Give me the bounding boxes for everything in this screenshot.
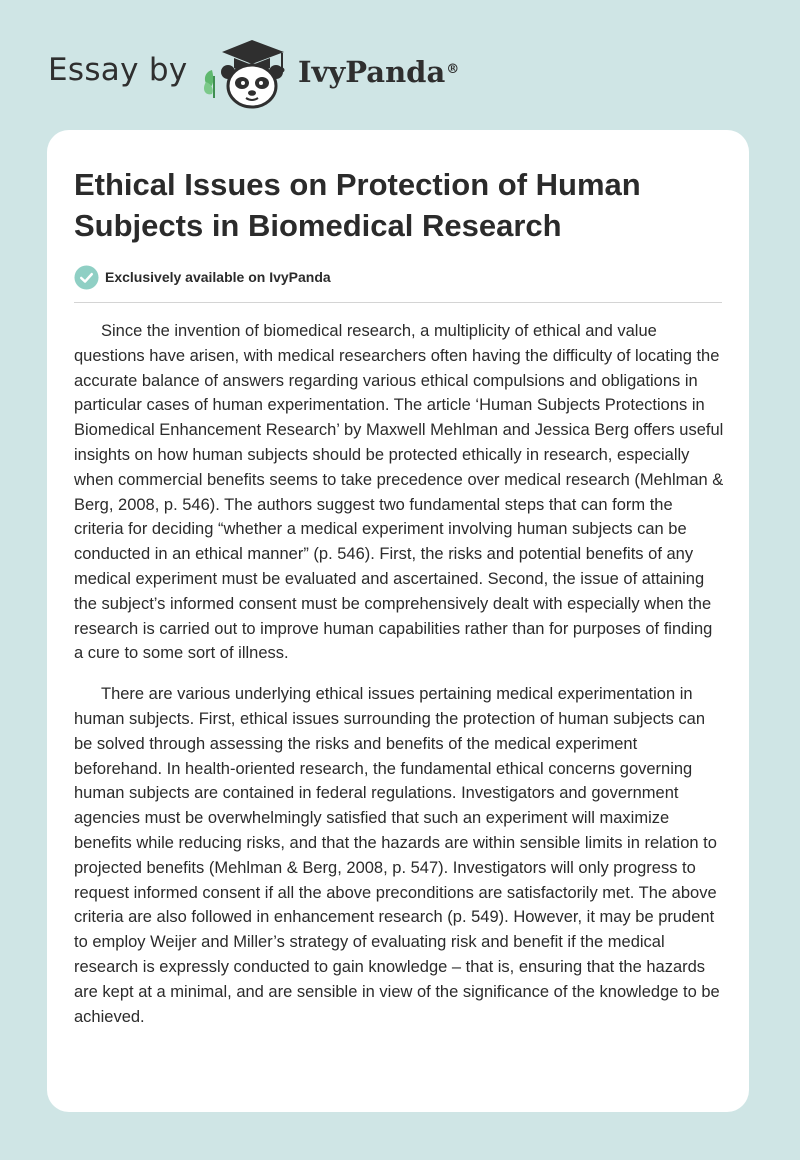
registered-mark: ® [446, 62, 460, 77]
leaf-icon [204, 70, 214, 98]
brand-text: IvyPanda [298, 55, 446, 89]
essay-card [47, 130, 749, 1112]
panda-graduation-cap-icon[interactable] [200, 36, 296, 112]
essay-by-label: Essay by [48, 52, 188, 88]
site-header [0, 0, 800, 120]
check-circle-icon [74, 265, 99, 290]
exclusive-label: Exclusively available on IvyPanda [105, 269, 331, 285]
essay-title: Ethical Issues on Protection of Human Subjects in Biomedical Research [74, 167, 641, 243]
exclusive-badge [74, 264, 331, 290]
divider [74, 302, 722, 303]
paragraph: There are various underlying ethical issues pertaining medical experimentation in human subjects. First, ethical issues surrounding the protection of human subjects can be solved through assessing the risks and benefits of the medical experiment beforehand. In health-oriented research, the fundamental ethical concerns governing human subjects are contained in federal regulations. Investigators and government agencies must be overwhelmingly satisfied that such an experiment will maximize benefits while reducing risks, and that the hazards are within sensible limits in relation to projected benefits (Mehlman & Berg, 2008, p. 547). Investigators will only progress to request informed consent if all the above preconditions are satisfactorily met. The above criteria are also followed in enhancement research (p. 549). However, it may be prudent to employ Weijer and Miller’s strategy of evaluating risk and benefit if the medical research is expressly conducted to gain knowledge – that is, ensuring that the hazards are kept at a minimal, and are sensible in view of the significance of the knowledge to be achieved. [74, 685, 720, 1026]
essay-body [74, 319, 726, 1045]
brand-name[interactable] [298, 54, 459, 90]
paragraph: Since the invention of biomedical research, a multiplicity of ethical and value questions have arisen, with medical researchers often having the difficulty of locating the accurate balance of answers regarding various ethical compulsions and obligations in particular cases of human experimentation. The article ‘Human Subjects Protections in Biomedical Enhancement Research’ by Maxwell Mehlman and Jessica Berg offers useful insights on how human subjects should be protected ethically in research, especially when commercial benefits seems to take precedence over medical research (Mehlman & Berg, 2008, p. 546). The authors suggest two fundamental steps that can form the criteria for deciding “whether a medical experiment involving human subjects can be conducted in an ethical manner” (p. 546). First, the risks and potential benefits of any medical experiment must be evaluated and ascertained. Second, the issue of attaining the subject’s informed consent must be comprehensively dealt with especially when the research is carried out to improve human capabilities rather than for purposes of finding a cure to some sort of illness. [74, 322, 724, 663]
